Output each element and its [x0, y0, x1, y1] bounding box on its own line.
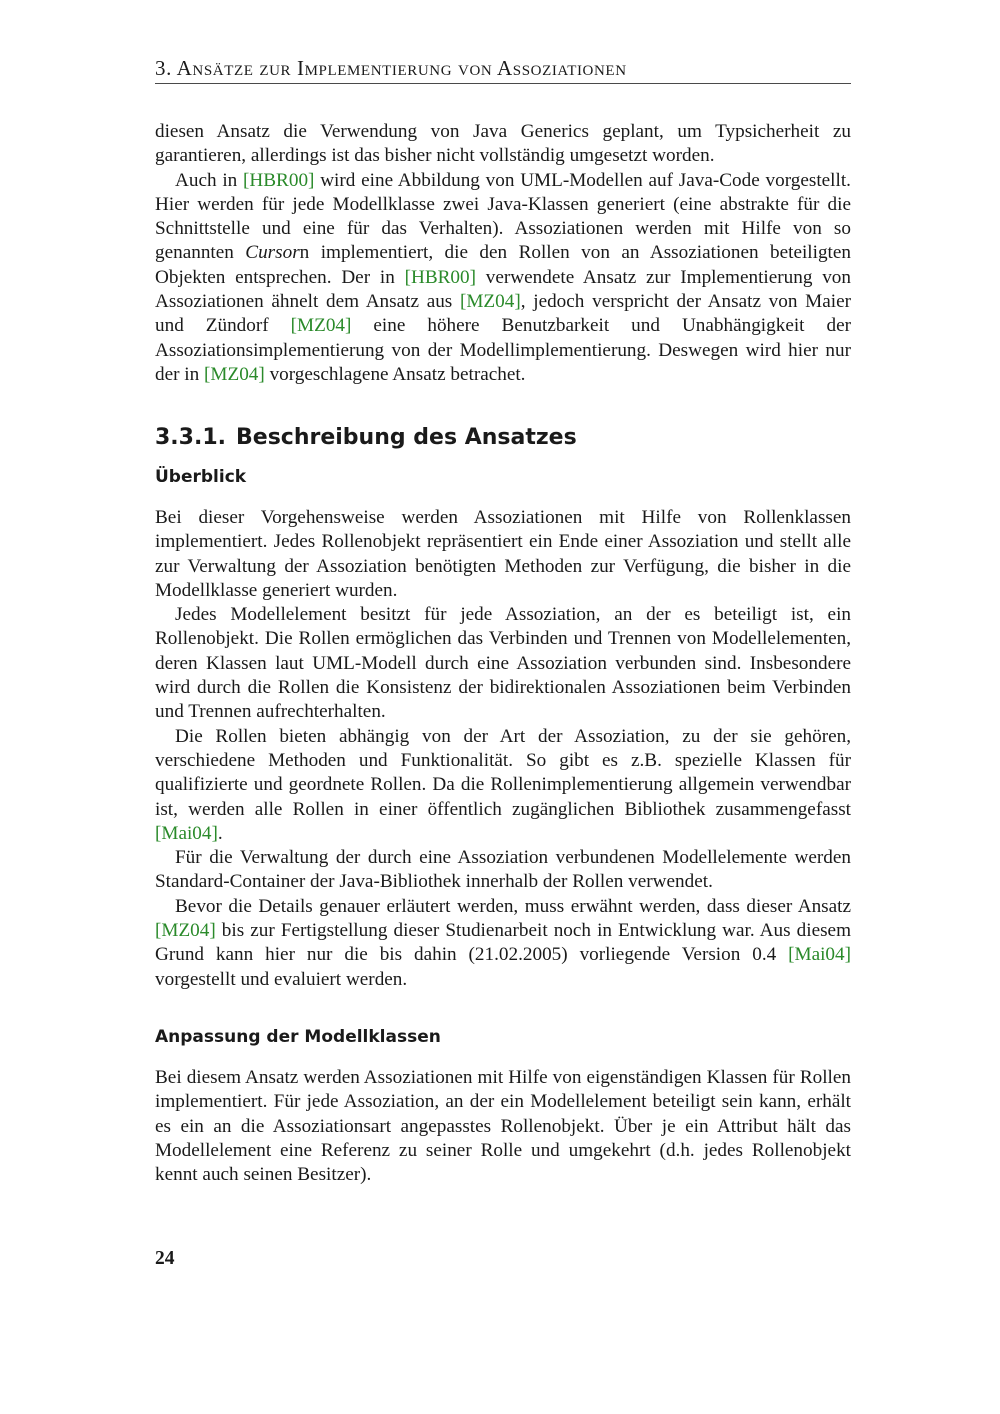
emphasis-cursor: Cursor: [245, 242, 300, 264]
intro-text: [155, 120, 851, 387]
text-run: , jedoch verspricht der Ansatz von Maier und Zündorf: [155, 291, 851, 337]
paragraph-heading-overview: Überblick: [155, 467, 247, 487]
overview-paragraph-1: Bei dieser Vorgehensweise werden Assoziationen mit Hilfe von Rollenklassen implementiert. Jedes Rollenobjekt repräsentiert ein Ende einer Assoziation und stellt alle zur Verwaltung der Assoziation benötigten Methoden zur Verfügung, die bisher in die Modellklasse generiert wurden.: [155, 507, 851, 601]
overview-paragraph-3: [155, 725, 851, 846]
page-number: 24: [155, 1248, 175, 1269]
section-number: 3.3.1.: [155, 425, 226, 450]
text-run: vorgestellt und evaluiert werden.: [155, 968, 408, 990]
overview-paragraph-4: Für die Verwaltung der durch eine Assoziation verbundenen Modellelemente werden Standard-Container der Java-Bibliothek innerhalb der Rollen verwendet.: [155, 847, 851, 893]
text-run: eine höhere Benutzbarkeit und Unabhängigkeit der Assoziationsimplementierung von der Modellimplementierung. Deswegen wird hier nur der in: [155, 315, 851, 385]
text-run: verwendete Ansatz zur Implementierung von Assoziationen ähnelt dem Ansatz aus: [155, 266, 851, 313]
section-heading: [155, 424, 577, 452]
text-run: n implementiert, die den Rollen von an Assoziationen beteiligten Objekten entsprechen. Der in: [155, 242, 851, 288]
text-run: bis zur Fertigstellung dieser Studienarbeit noch in Entwicklung war. Aus diesem Grund kann hier nur die bis dahin (21.02.2005) vorliegende Version 0.4: [155, 920, 851, 966]
intro-paragraph-1: diesen Ansatz die Verwendung von Java Generics geplant, um Typsicherheit zu garantieren, allerdings ist das bisher nicht vollständig umgesetzt worden.: [155, 121, 851, 167]
citation-hbr00[interactable]: [HBR00]: [404, 266, 476, 288]
citation-mz04[interactable]: [MZ04]: [459, 291, 521, 313]
citation-mz04[interactable]: [MZ04]: [204, 363, 265, 385]
adaptation-paragraph-1: Bei diesem Ansatz werden Assoziationen mit Hilfe von eigenständigen Klassen für Rollen implementiert. Für jede Assoziation, an der ein Modellelement beteiligt sein kann, erhält es ein an die Assoziationsart angepasstes Rollenobjekt. Über je ein Attribut hält das Modellelement eine Referenz zu seiner Rolle und umgekehrt (d.h. jedes Rollenobjekt kennt auch seinen Besitzer).: [155, 1067, 851, 1186]
running-header: 3. Ansätze zur Implementierung von Assoziationen: [155, 56, 851, 84]
text-run: wird eine Abbildung von UML-Modellen auf Java-Code vorgestellt. Hier werden für jede Modellklasse zwei Java-Klassen generiert (eine abstrakte für die Schnittstelle und eine für das Verhalten). Assoziationen werden mit Hilfe von so genannten: [155, 169, 851, 264]
text-run: Die Rollen bieten abhängig von der Art der Assoziation, zu der sie gehören, verschiedene Methoden und Funktionalität. So gibt es z.B. spezielle Klassen für qualifizierte und geordnete Rollen. Da die Rollenimplementierung allgemein verwendbar ist, werden alle Rollen in einer öffentlich zugänglichen Bibliothek zusammengefasst: [155, 725, 851, 820]
overview-paragraph-5: [155, 895, 851, 992]
overview-text: [155, 506, 851, 992]
citation-mai04[interactable]: [Mai04]: [788, 944, 851, 966]
overview-paragraph-2: Jedes Modellelement besitzt für jede Assoziation, an der es beteiligt ist, ein Rollenobjekt. Die Rollen ermöglichen das Verbinden und Trennen von Modellelementen, deren Klassen laut UML-Modell durch eine Assoziation verbunden sind. Insbesondere wird durch die Rollen die Konsistenz der bidirektionalen Assoziationen beim Verbinden und Trennen aufrechterhalten.: [155, 604, 851, 723]
section-title: Beschreibung des Ansatzes: [236, 425, 577, 450]
intro-paragraph-2: [155, 169, 851, 388]
citation-mz04[interactable]: [MZ04]: [155, 920, 216, 942]
text-run: Bevor die Details genauer erläutert werden, muss erwähnt werden, dass dieser Ansatz: [175, 895, 851, 917]
citation-mz04[interactable]: [MZ04]: [290, 315, 352, 337]
adaptation-text: [155, 1066, 851, 1187]
citation-hbr00[interactable]: [HBR00]: [243, 169, 315, 191]
paragraph-heading-adaptation: Anpassung der Modellklassen: [155, 1027, 441, 1047]
text-run: Auch in: [175, 169, 244, 191]
citation-mai04[interactable]: [Mai04]: [155, 822, 218, 844]
text-run: .: [217, 822, 223, 844]
text-run: vorgeschlagene Ansatz betrachet.: [264, 363, 526, 385]
